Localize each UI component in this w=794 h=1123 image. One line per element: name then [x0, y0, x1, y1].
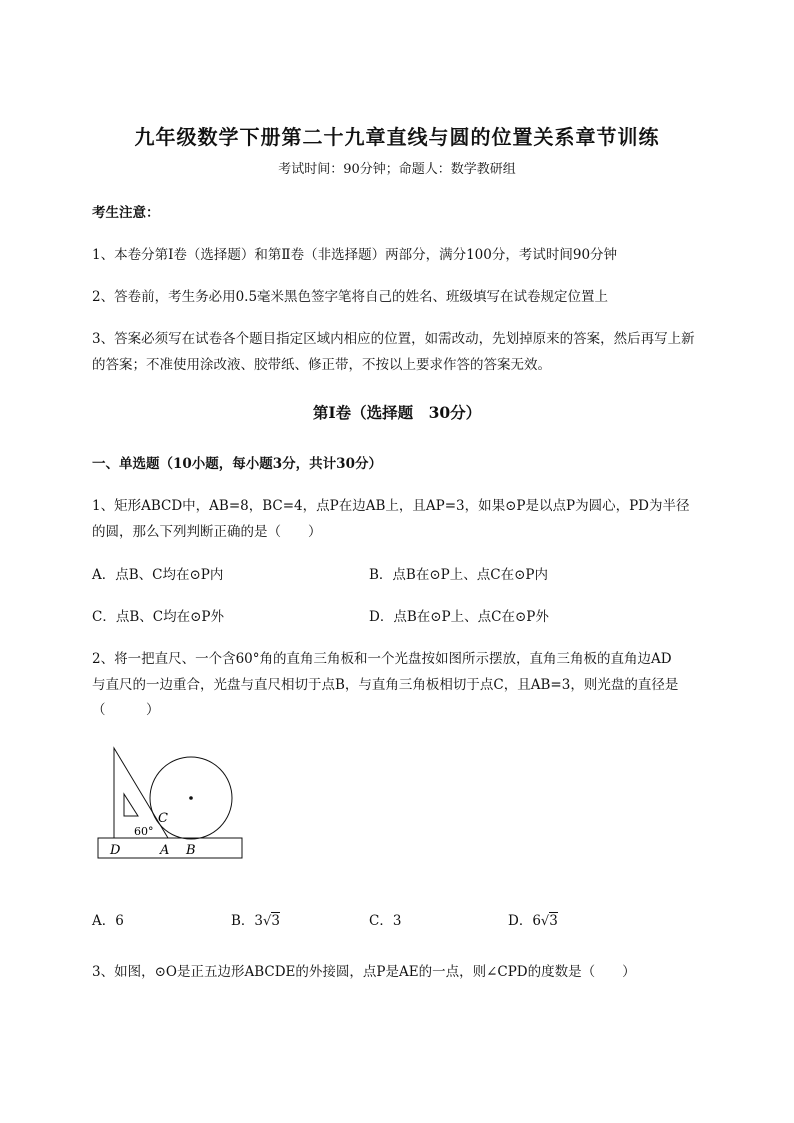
- q2-stem-line3: （ ）: [92, 702, 160, 718]
- q2-option-c: C．3: [369, 913, 402, 929]
- label-c: C: [158, 811, 168, 826]
- q2-option-b-prefix: B．3: [231, 913, 264, 929]
- label-b: B: [186, 843, 196, 858]
- q1-option-a: A．点B、C均在⊙P内: [92, 567, 224, 583]
- q1-stem-line2: 的圆，那么下列判断正确的是（ ）: [92, 524, 322, 540]
- q1-option-b: B．点B在⊙P上、点C在⊙P内: [369, 567, 548, 583]
- notice-item-3: 3、答案必须写在试卷各个题目指定区域内相应的位置，如需改动，先划掉原来的答案，然后再写上新: [92, 331, 695, 347]
- q2-option-d: [508, 909, 558, 929]
- q2-figure: [92, 742, 252, 864]
- q2-option-d-prefix: D．6: [508, 913, 541, 929]
- q2-stem-line2: 与直尺的一边重合，光盘与直尺相切于点B，与直角三角板相切于点C，且AB=3，则光盘的直径是: [92, 677, 679, 693]
- q1-option-d: D．点B在⊙P上、点C在⊙P外: [369, 609, 549, 625]
- q2-option-b: [231, 909, 280, 929]
- sqrt-sign: √: [263, 914, 272, 929]
- disc-center: [189, 796, 193, 800]
- notice-item-3-cont: 的答案；不准使用涂改液、胶带纸、修正带，不按以上要求作答的答案无效。: [92, 357, 551, 373]
- document-subtitle: 考试时间：90分钟；命题人：数学教研组: [278, 162, 516, 177]
- part-heading: 一、单选题（10小题，每小题3分，共计30分）: [92, 456, 382, 472]
- notice-item-1: 1、本卷分第I卷（选择题）和第Ⅱ卷（非选择题）两部分，满分100分，考试时间90分钟: [92, 247, 618, 263]
- q2-option-d-radicand: 3: [549, 913, 558, 929]
- q2-option-a: A．6: [92, 913, 124, 929]
- notice-item-2: 2、答卷前，考生务必用0.5毫米黑色签字笔将自己的姓名、班级填写在试卷规定位置上: [92, 289, 609, 305]
- set-square-inner: [124, 794, 138, 816]
- notice-heading: 考生注意：: [92, 205, 160, 221]
- q3-stem-line1: 3、如图，⊙O是正五边形ABCDE的外接圆，点P是AE的一点，则∠CPD的度数是（ ）: [92, 964, 636, 980]
- section-title: 第I卷（选择题 30分）: [312, 403, 482, 422]
- label-angle: 60°: [134, 825, 154, 838]
- label-a: A: [160, 843, 170, 858]
- q2-option-b-radicand: 3: [271, 913, 280, 929]
- document-title: 九年级数学下册第二十九章直线与圆的位置关系章节训练: [134, 125, 660, 149]
- q1-stem-line1: 1、矩形ABCD中，AB=8，BC=4，点P在边AB上，且AP=3，如果⊙P是以点P为圆心，PD为半径: [92, 498, 690, 514]
- q1-option-c: C．点B、C均在⊙P外: [92, 609, 224, 625]
- label-d: D: [110, 843, 121, 858]
- sqrt-sign: √: [540, 914, 550, 929]
- q2-stem-line1: 2、将一把直尺、一个含60°角的直角三角板和一个光盘按如图所示摆放，直角三角板的直角边AD: [92, 651, 672, 667]
